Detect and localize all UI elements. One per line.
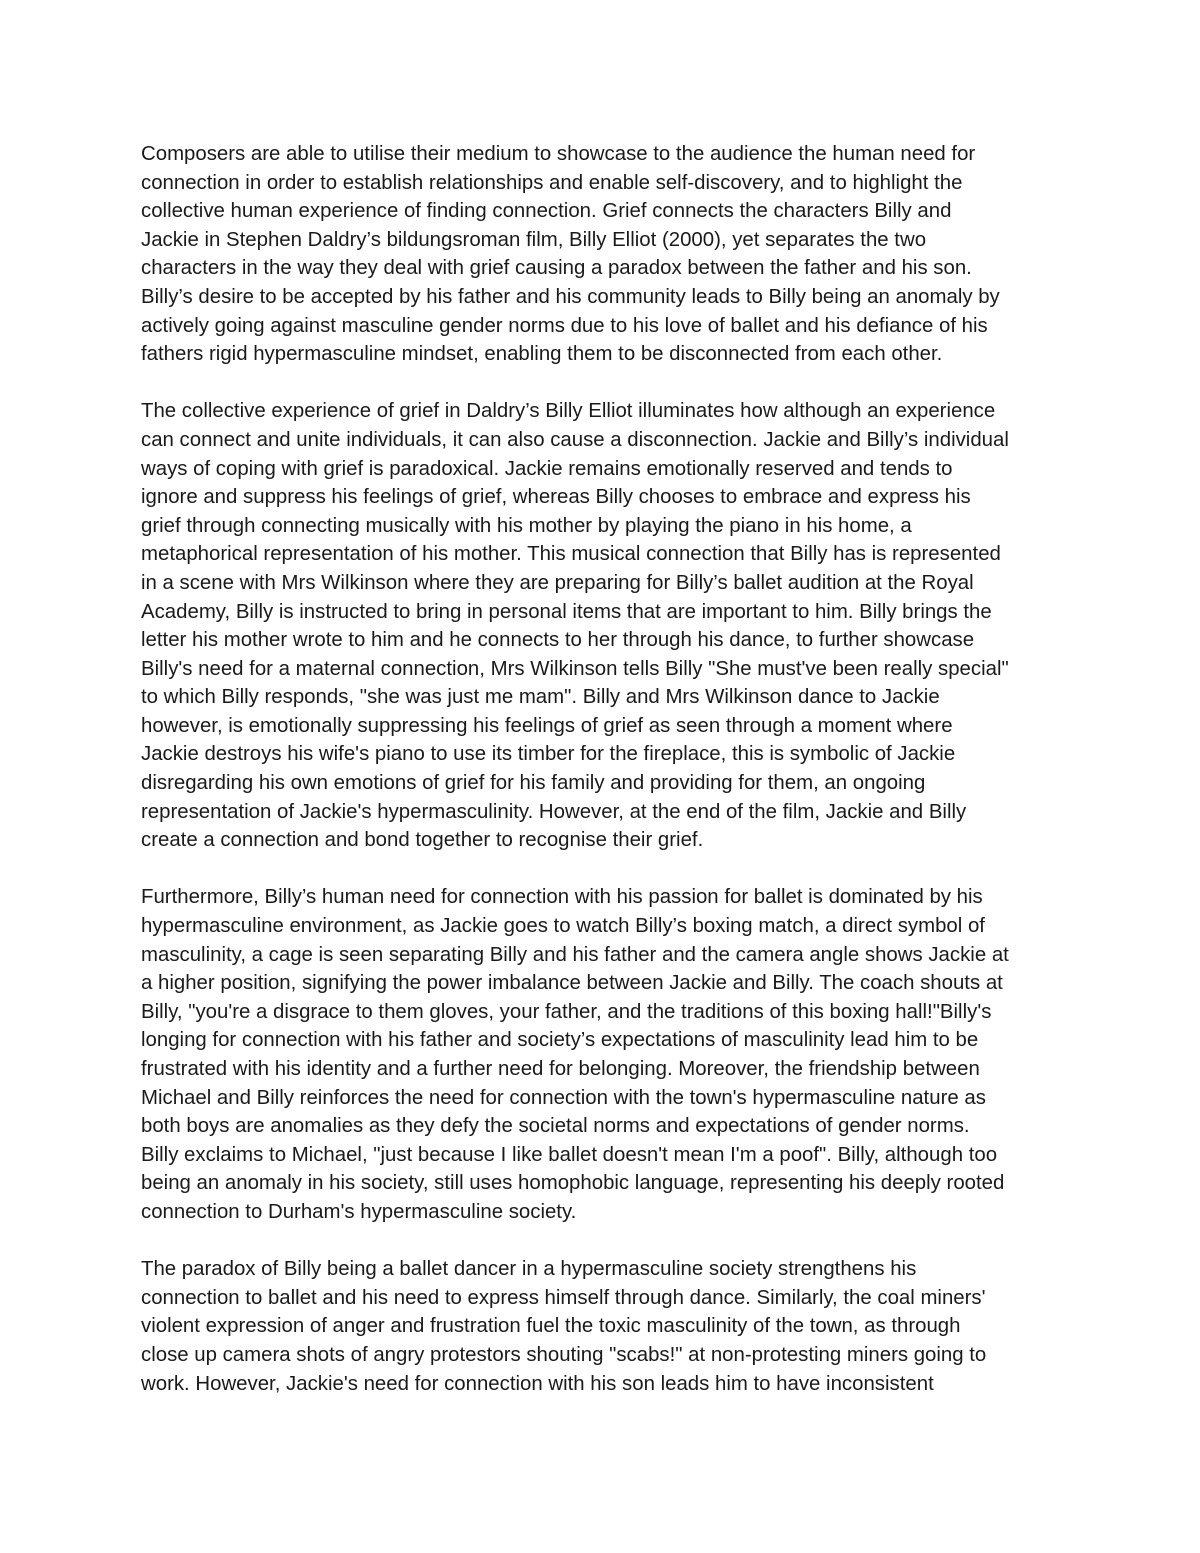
paragraph-1: Composers are able to utilise their medium to showcase to the audience the human need for connection in order to establish relationships and enable self-discovery, and to highlight the collective human experience of finding connection. Grief connects the characters Billy and Jackie in Stephen Daldry’s bildungsroman film, Billy Elliot (2000), yet separates the two characters in the way they deal with grief causing a paradox between the father and his son. Billy’s desire to be accepted by his father and his community leads to Billy being an anomaly by actively going against masculine gender norms due to his love of ballet and his defiance of his fathers rigid hypermasculine mindset, enabling them to be disconnected from each other.	[141, 143, 1000, 366]
paragraph-3: Furthermore, Billy’s human need for connection with his passion for ballet is dominated by his hypermasculine environment, as Jackie goes to watch Billy’s boxing match, a direct symbol of masculinity, a cage is seen separating Billy and his father and the camera angle shows Jackie at a higher position, signifying the power imbalance between Jackie and Billy. The coach shouts at Billy, "you're a disgrace to them gloves, your father, and the traditions of this boxing hall!"Billy's longing for connection with his father and society’s expectations of masculinity lead him to be frustrated with his identity and a further need for belonging. Moreover, the friendship between Michael and Billy reinforces the need for connection with the town's hypermasculine nature as both boys are anomalies as they defy the societal norms and expectations of gender norms. Billy exclaims to Michael, "just because I like ballet doesn't mean I'm a poof". Billy, although too being an anomaly in his society, still uses homophobic language, representing his deeply rooted connection to Durham's hypermasculine society.	[141, 886, 1009, 1223]
paragraph-4: The paradox of Billy being a ballet dancer in a hypermasculine society strengthens his connection to ballet and his need to express himself through dance. Similarly, the coal miners' violent expression of anger and frustration fuel the toxic masculinity of the town, as through close up camera shots of angry protestors shouting "scabs!" at non-protesting miners going to work. However, Jackie's need for connection with his son leads him to have inconsistent	[141, 1258, 987, 1395]
paragraph-2: The collective experience of grief in Daldry’s Billy Elliot illuminates how although an experience can connect and unite individuals, it can also cause a disconnection. Jackie and Billy’s individual ways of coping with grief is paradoxical. Jackie remains emotionally reserved and tends to ignore and suppress his feelings of grief, whereas Billy chooses to embrace and express his grief through connecting musically with his mother by playing the piano in his home, a metaphorical representation of his mother. This musical connection that Billy has is represented in a scene with Mrs Wilkinson where they are preparing for Billy’s ballet audition at the Royal Academy, Billy is instructed to bring in personal items that are important to him. Billy brings the letter his mother wrote to him and he connects to her through his dance, to further showcase Billy's need for a maternal connection, Mrs Wilkinson tells Billy "She must've been really special" to which Billy responds, "she was just me mam". Billy and Mrs Wilkinson dance to Jackie however, is emotionally suppressing his feelings of grief as seen through a moment where Jackie destroys his wife's piano to use its timber for the fireplace, this is symbolic of Jackie disregarding his own emotions of grief for his family and providing for them, an ongoing representation of Jackie's hypermasculinity. However, at the end of the film, Jackie and Billy create a connection and bond together to recognise their grief.	[141, 400, 1009, 852]
document-body	[141, 140, 1071, 1427]
